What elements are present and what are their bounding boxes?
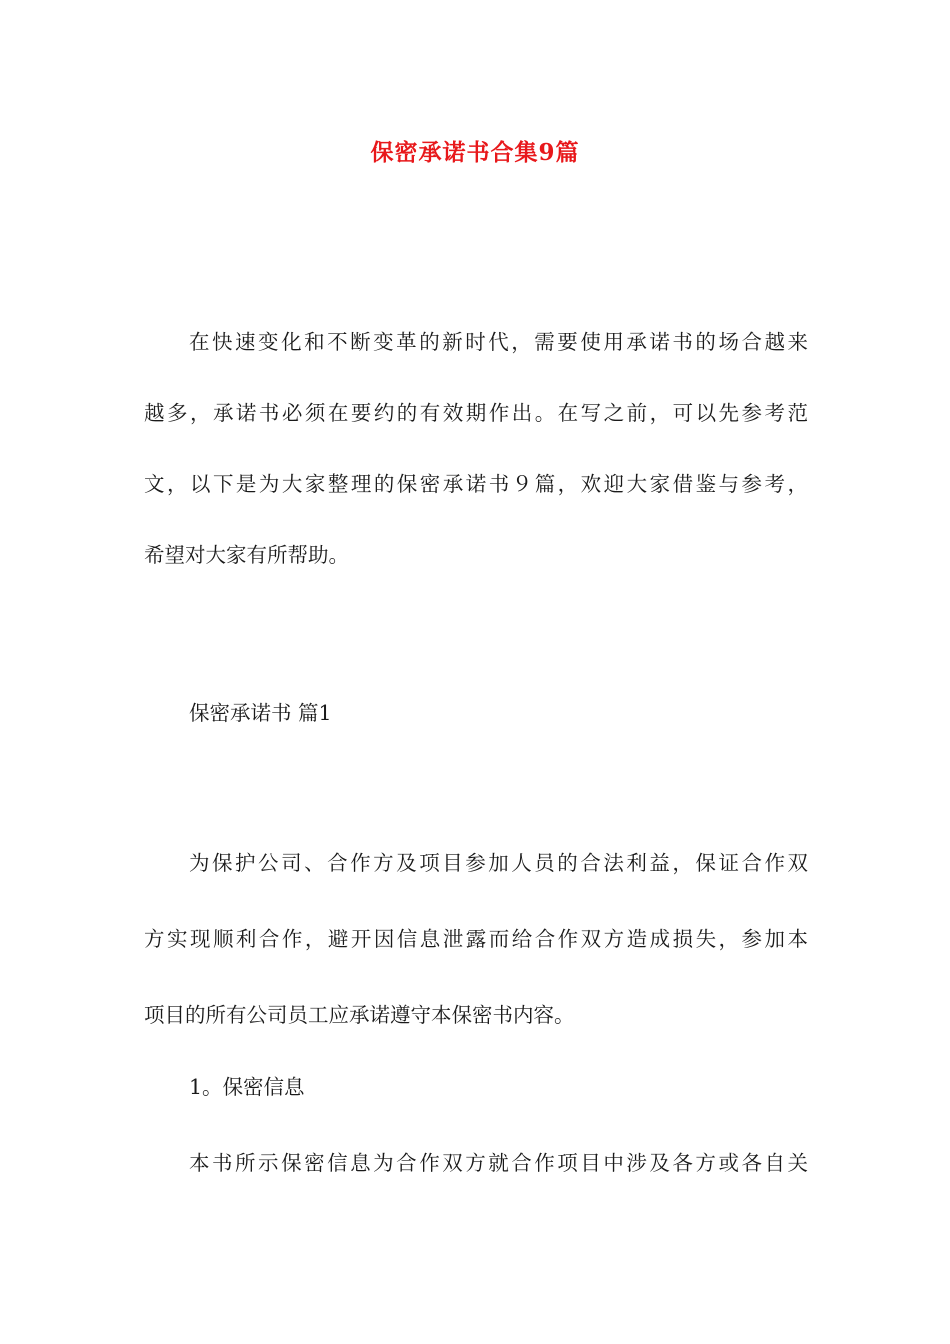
para1-line-2: 方实现顺利合作，避开因信息泄露而给合作双方造成损失，参加本 xyxy=(144,927,808,951)
para1-line-1: 为保护公司、合作方及项目参加人员的合法利益，保证合作双 xyxy=(189,851,808,875)
intro-line-1: 在快速变化和不断变革的新时代，需要使用承诺书的场合越来 xyxy=(189,330,808,354)
para2-line-1: 本书所示保密信息为合作双方就合作项目中涉及各方或各自关 xyxy=(189,1151,808,1175)
section-heading: 保密承诺书 篇1 xyxy=(189,701,332,725)
item1-heading: 1。保密信息 xyxy=(189,1075,305,1099)
intro-line-2: 越多，承诺书必须在要约的有效期作出。在写之前，可以先参考范 xyxy=(144,401,808,425)
document-title: 保密承诺书合集9篇 xyxy=(370,139,580,166)
intro-line-4: 希望对大家有所帮助。 xyxy=(144,543,349,567)
intro-line-3: 文，以下是为大家整理的保密承诺书９篇，欢迎大家借鉴与参考， xyxy=(144,472,808,496)
para1-line-3: 项目的所有公司员工应承诺遵守本保密书内容。 xyxy=(144,1003,575,1027)
